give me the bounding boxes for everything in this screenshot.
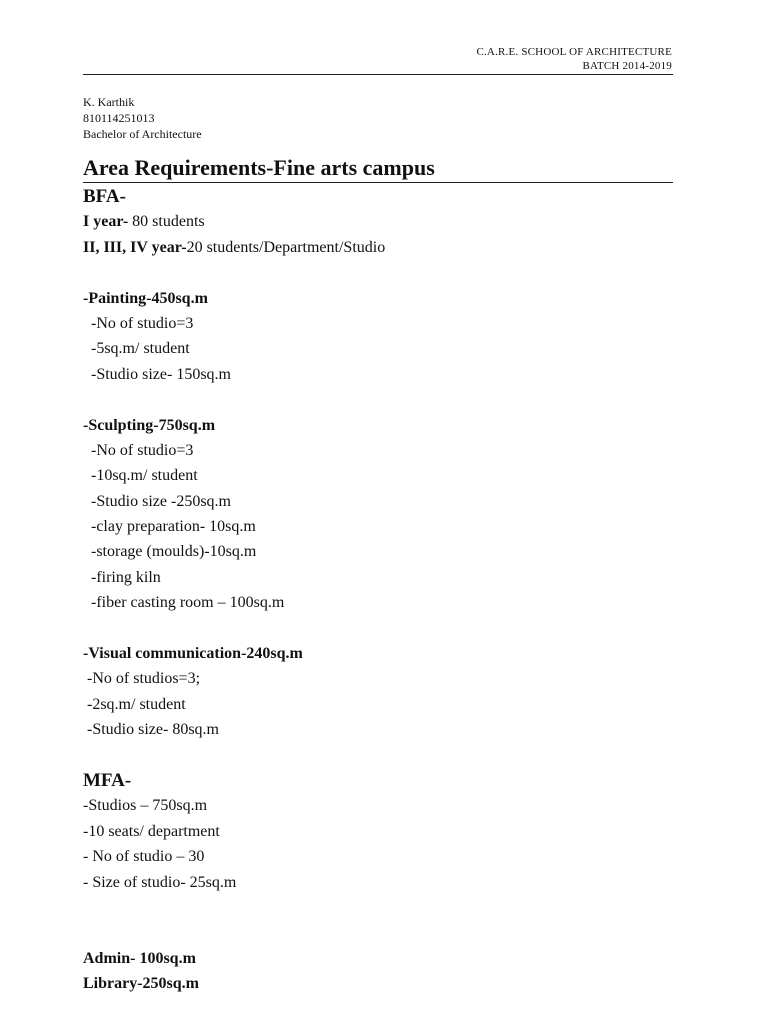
author-name: K. Karthik bbox=[83, 95, 135, 109]
bfa-heading: BFA- bbox=[83, 186, 126, 207]
year1-label: I year- bbox=[83, 213, 129, 231]
sculpting-item: -storage (moulds)-10sq.m bbox=[91, 543, 257, 561]
visual-item: -No of studios=3; bbox=[87, 670, 201, 688]
year1-value: 80 students bbox=[128, 213, 205, 231]
painting-item: -5sq.m/ student bbox=[91, 340, 190, 358]
admin-area: Admin- 100sq.m bbox=[83, 949, 196, 967]
header-divider bbox=[83, 74, 673, 75]
author-id: 810114251013 bbox=[83, 111, 155, 125]
sculpting-item: -firing kiln bbox=[91, 568, 161, 586]
mfa-item: - Size of studio- 25sq.m bbox=[83, 873, 237, 891]
painting-heading: -Painting-450sq.m bbox=[83, 289, 208, 307]
year2-label: II, III, IV year- bbox=[83, 238, 187, 256]
visual-item: -2sq.m/ student bbox=[87, 695, 186, 713]
mfa-heading: MFA- bbox=[83, 769, 132, 791]
author-block bbox=[83, 94, 202, 142]
sculpting-item: -clay preparation- 10sq.m bbox=[91, 518, 256, 536]
sculpting-item: -fiber casting room – 100sq.m bbox=[91, 594, 285, 612]
sculpting-item: -No of studio=3 bbox=[91, 441, 194, 459]
author-program: Bachelor of Architecture bbox=[83, 127, 202, 141]
bfa-year1 bbox=[83, 209, 683, 234]
painting-item: -No of studio=3 bbox=[91, 314, 194, 332]
sculpting-item: -10sq.m/ student bbox=[91, 467, 198, 485]
library-area: Library-250sq.m bbox=[83, 975, 199, 993]
year2-value: 20 students/Department/Studio bbox=[186, 238, 386, 256]
document-body bbox=[83, 184, 683, 997]
visual-heading: -Visual communication-240sq.m bbox=[83, 645, 303, 663]
institution-name: C.A.R.E. SCHOOL OF ARCHITECTURE bbox=[476, 46, 672, 58]
mfa-item: -10 seats/ department bbox=[83, 822, 220, 840]
title-divider bbox=[83, 182, 673, 183]
mfa-item: -Studios – 750sq.m bbox=[83, 797, 208, 815]
visual-item: -Studio size- 80sq.m bbox=[87, 721, 219, 739]
sculpting-heading: -Sculpting-750sq.m bbox=[83, 416, 216, 434]
sculpting-item: -Studio size -250sq.m bbox=[91, 492, 231, 510]
page-title: Area Requirements-Fine arts campus bbox=[83, 155, 435, 180]
page-header bbox=[476, 45, 672, 73]
batch-label: BATCH 2014-2019 bbox=[582, 60, 672, 72]
mfa-item: - No of studio – 30 bbox=[83, 848, 205, 866]
painting-item: -Studio size- 150sq.m bbox=[91, 365, 231, 383]
bfa-year2 bbox=[83, 235, 683, 260]
